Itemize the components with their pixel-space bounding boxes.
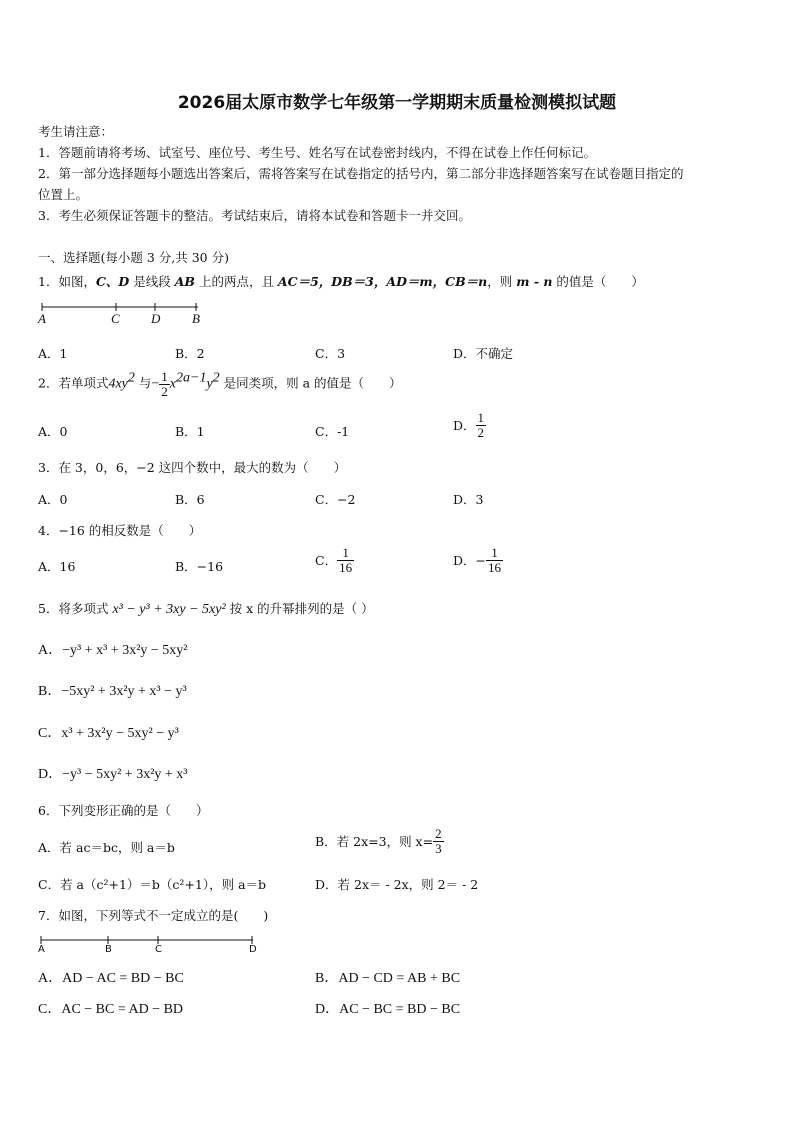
notice-item-2-cont: 位置上。 bbox=[38, 187, 89, 202]
section-heading: 一、选择题(每小题 3 分,共 30 分) bbox=[38, 250, 229, 265]
q2-option-b: B．1 bbox=[175, 424, 205, 439]
q5-option-c: C．x³ + 3x²y − 5xy² − y³ bbox=[38, 726, 179, 741]
q3-option-d: D．3 bbox=[453, 492, 484, 507]
q4-option-a: A．16 bbox=[38, 559, 76, 574]
q6-b-fraction: $\frac{2}{3}$ bbox=[435, 826, 442, 856]
q1-point-d: D bbox=[151, 311, 161, 326]
q5-option-a: A．−y³ + x³ + 3x²y − 5xy² bbox=[38, 643, 188, 658]
question-3: 3．在 3，0，6，−2 这四个数中，最大的数为（ ） bbox=[38, 460, 347, 475]
q1-segment-figure bbox=[40, 300, 210, 314]
q6-option-c: C．若 a（c²+1）＝b（c²+1），则 a＝b bbox=[38, 877, 267, 892]
question-5: 5．将多项式 x³ − y³ + 3xy − 5xy² 按 x 的升幂排列的是（ ） bbox=[38, 601, 374, 617]
notice-item-3: 3．考生必须保证答题卡的整洁。考试结束后，请将本试卷和答题卡一并交回。 bbox=[38, 208, 471, 223]
notice-item-1: 1．答题前请将考场、试室号、座位号、考生号、姓名写在试卷密封线内，不得在试卷上作任何标记。 bbox=[38, 145, 596, 160]
q6-option-b: B．若 2x=3，则 x= $\frac{2}{3}$ bbox=[315, 826, 442, 856]
q1-option-c: C．3 bbox=[315, 346, 346, 361]
q3-option-a: A．0 bbox=[38, 492, 68, 507]
q6-option-d: D．若 2x＝ - 2x，则 2＝ - 2 bbox=[315, 877, 479, 892]
q1-point-c: C bbox=[111, 311, 120, 326]
q7-segment-figure bbox=[38, 934, 258, 946]
q7-point-a: A bbox=[38, 944, 45, 955]
q1-point-b: B bbox=[192, 311, 200, 326]
q2-d-fraction: $\frac{1}{2}$ bbox=[477, 410, 485, 440]
q7-point-c: C bbox=[155, 944, 162, 955]
q4-c-fraction: $\frac{1}{16}$ bbox=[339, 545, 353, 575]
question-2: 2．若单项式$4xy^2$ 与− $\frac{1}{2}$ $x^{2a-1}y^2$ 是同类项，则 a 的值是（ ） bbox=[38, 369, 402, 399]
question-7: 7．如图，下列等式不一定成立的是( ) bbox=[38, 908, 269, 923]
q7-option-b: B．AD − CD = AB + BC bbox=[315, 971, 461, 986]
q3-option-b: B．6 bbox=[175, 492, 205, 507]
q7-option-c: C．AC − BC = AD − BD bbox=[38, 1002, 184, 1017]
q7-option-a: A．AD − AC = BD − BC bbox=[38, 971, 184, 986]
question-4: 4．−16 的相反数是（ ） bbox=[38, 523, 202, 538]
q7-point-d: D bbox=[249, 944, 257, 955]
q4-d-fraction: $\frac{1}{16}$ bbox=[488, 545, 501, 575]
notice-item-2: 2．第一部分选择题每小题选出答案后，需将答案写在试卷指定的括号内，第二部分非选择题答案写在试卷题目指定的 bbox=[38, 166, 684, 181]
q5-option-d: D．−y³ − 5xy² + 3x²y + x³ bbox=[38, 767, 188, 782]
q7-option-d: D．AC − BC = BD − BC bbox=[315, 1002, 461, 1017]
q1-option-d: D．不确定 bbox=[453, 346, 514, 361]
q1-point-a: A bbox=[38, 311, 46, 326]
q4-option-c: C． $\frac{1}{16}$ bbox=[315, 545, 353, 575]
question-1: 1．如图，C、D 是线段 AB 上的两点，且 AC＝5，DB＝3，AD＝m，CB＝n，则 m - n 的值是（ ） bbox=[38, 274, 644, 289]
page-title: 2026届太原市数学七年级第一学期期末质量检测模拟试题 bbox=[177, 93, 617, 113]
q4-option-d: D．− $\frac{1}{16}$ bbox=[453, 545, 501, 575]
q2-option-c: C．-1 bbox=[315, 424, 350, 439]
q2-fraction: $\frac{1}{2}$ bbox=[161, 369, 168, 399]
q1-option-a: A．1 bbox=[38, 346, 68, 361]
q5-option-b: B．−5xy² + 3x²y + x³ − y³ bbox=[38, 684, 187, 699]
q2-option-a: A．0 bbox=[38, 424, 68, 439]
q3-option-c: C．−2 bbox=[315, 492, 356, 507]
q4-option-b: B．−16 bbox=[175, 559, 224, 574]
q6-option-a: A．若 ac＝bc，则 a＝b bbox=[38, 840, 175, 855]
notice-heading: 考生请注意： bbox=[38, 124, 114, 139]
q2-option-d: D． $\frac{1}{2}$ bbox=[453, 410, 485, 440]
question-6: 6．下列变形正确的是（ ） bbox=[38, 803, 209, 818]
q1-option-b: B．2 bbox=[175, 346, 205, 361]
q7-point-b: B bbox=[105, 944, 112, 955]
